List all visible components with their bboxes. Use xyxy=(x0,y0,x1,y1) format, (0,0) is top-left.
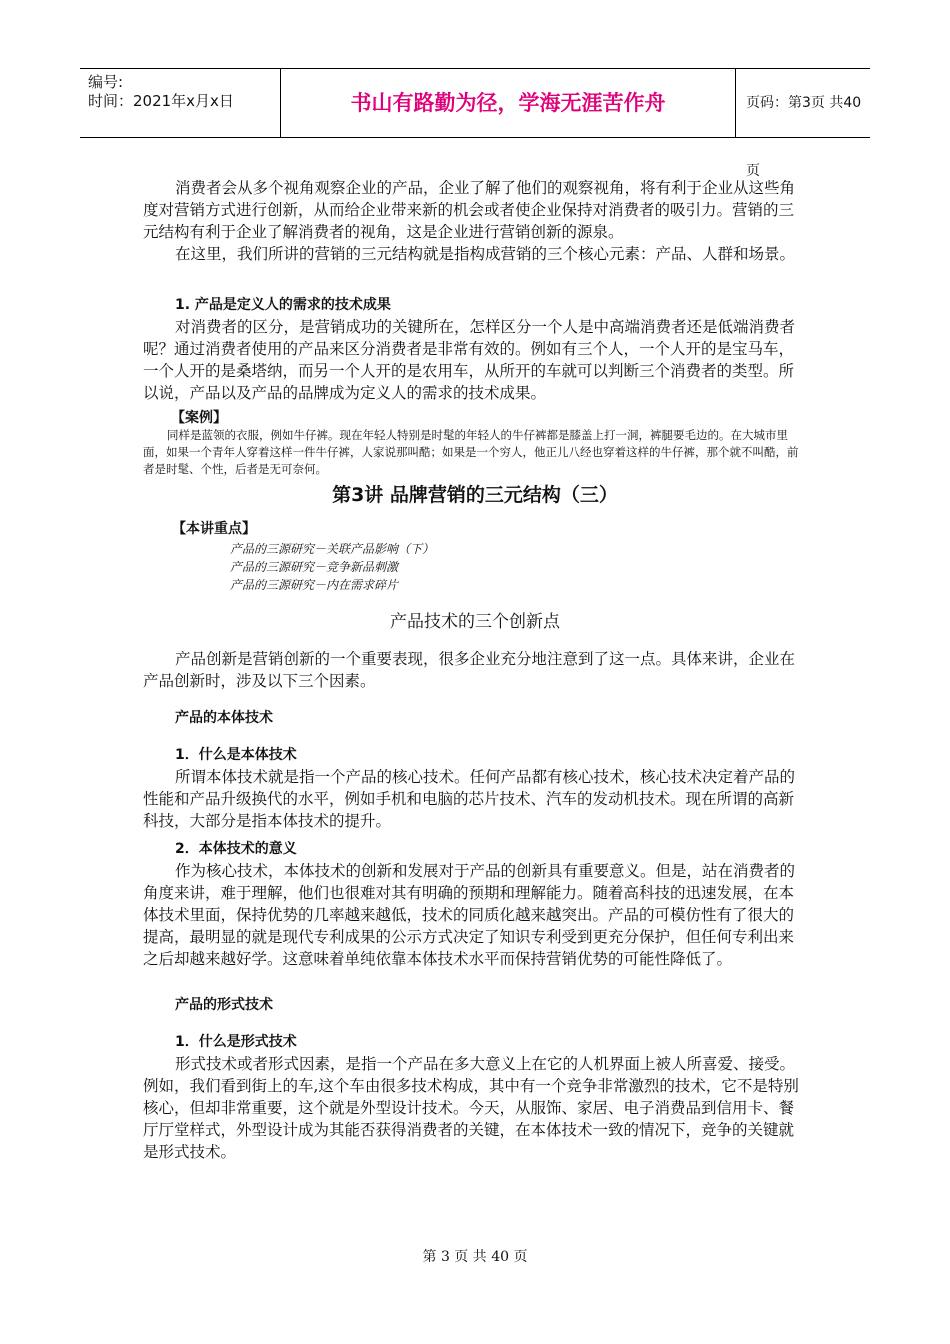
case-block xyxy=(143,409,808,478)
form-tech-q1: 1．什么是形式技术 xyxy=(175,1034,297,1050)
lecture-focus-label: 【本讲重点】 xyxy=(172,521,256,537)
case-text: 同样是蓝领的衣服，例如牛仔裤。现在年轻人特别是时髦的年轻人的牛仔裤都是膝盖上打一洞，裤腿要毛边的。在大城市里面，如果一个青年人穿着这样一件牛仔裤，人家说那叫酷；如果是一个穷人，他正儿八经也穿着这样的牛仔裤，那个就不叫酷，前者是时髦、个性，后者是无可奈何。 xyxy=(143,428,799,476)
section-1-paragraph: 对消费者的区分，是营销成功的关键所在，怎样区分一个人是中高端消费者还是低端消费者呢？通过消费者使用的产品来区分消费者是非常有效的。例如有三个人，一个人开的是宝马车，一个人开的是桑塔纳，而另一个人开的是农用车，从所开的车就可以判断三个消费者的类型。所以说，产品以及产品的品牌成为定义人的需求的技术成果。 xyxy=(143,318,796,402)
core-tech-block-2 xyxy=(143,838,808,970)
core-tech-paragraph-2: 作为核心技术，本体技术的创新和发展对于产品的创新具有重要意义。但是，站在消费者的角度来讲，难于理解，他们也很难对其有明确的预期和理解能力。随着高科技的迅速发展，在本体技术里面，保持优势的几率越来越低，技术的同质化越来越突出。产品的可模仿性有了很大的提高，最明显的就是现代专利成果的公示方式决定了知识专利受到更充分保护，但任何专利出来之后却越来越好学。这意味着单纯依靠本体技术水平而保持营销优势的可能性降低了。 xyxy=(143,862,796,968)
case-label: 【案例】 xyxy=(171,410,227,426)
intro-paragraph-2: 在这里，我们所讲的营销的三元结构就是指构成营销的三个核心元素：产品、人群和场景。 xyxy=(175,245,796,263)
page-footer: 第 3 页 共 40 页 xyxy=(422,1249,528,1265)
tech-intro-paragraph: 产品创新是营销创新的一个重要表现，很多企业充分地注意到了这一点。具体来讲，企业在产品创新时，涉及以下三个因素。 xyxy=(143,650,796,690)
time-label: 时间：2021年x月x日 xyxy=(88,92,234,110)
tech-section-title: 产品技术的三个创新点 xyxy=(390,612,560,632)
intro-block xyxy=(143,177,808,265)
focus-item: 产品的三源研究－关联产品影响（下） xyxy=(230,542,435,556)
section-1 xyxy=(143,294,808,404)
core-tech-q1: 1．什么是本体技术 xyxy=(175,747,297,763)
core-tech-block-1 xyxy=(143,744,808,832)
tech-intro-block xyxy=(143,648,808,692)
focus-item: 产品的三源研究－竞争新品刺激 xyxy=(230,560,399,574)
header-table xyxy=(80,68,870,179)
form-tech-block-1 xyxy=(143,1031,808,1163)
focus-item: 产品的三源研究－内在需求碎片 xyxy=(230,578,399,592)
lecture-focus-list xyxy=(230,540,434,594)
intro-paragraph-1: 消费者会从多个视角观察企业的产品，企业了解了他们的观察视角，将有利于企业从这些角度对营销方式进行创新，从而给企业带来新的机会或者使企业保持对消费者的吸引力。营销的三元结构有利于企业了解消费者的视角，这是企业进行营销创新的源泉。 xyxy=(143,179,796,241)
header-page-info: 页码：第3页 共40页 xyxy=(746,95,862,179)
header-motto: 书山有路勤为径，学海无涯苦作舟 xyxy=(281,69,736,137)
number-label: 编号: xyxy=(88,73,124,91)
core-tech-q2: 2．本体技术的意义 xyxy=(175,841,297,857)
form-tech-paragraph-1: 形式技术或者形式因素，是指一个产品在多大意义上在它的人机界面上被人所喜爱、接受。例如，我们看到街上的车,这个车由很多技术构成，其中有一个竞争非常激烈的技术，它不是特别核心，但却非常重要，这个就是外型设计技术。今天，从服饰、家居、电子消费品到信用卡、餐厅厅堂样式，外型设计成为其能否获得消费者的关键，在本体技术一致的情况下，竞争的关键就是形式技术。 xyxy=(143,1055,799,1161)
section-1-heading: 1. 产品是定义人的需求的技术成果 xyxy=(175,297,391,313)
form-tech-heading: 产品的形式技术 xyxy=(175,997,273,1013)
core-tech-heading: 产品的本体技术 xyxy=(175,710,273,726)
lecture-title: 第3讲 品牌营销的三元结构（三） xyxy=(332,484,618,506)
header-meta-cell xyxy=(80,69,281,137)
core-tech-paragraph-1: 所谓本体技术就是指一个产品的核心技术。任何产品都有核心技术，核心技术决定着产品的性能和产品升级换代的水平，例如手机和电脑的芯片技术、汽车的发动机技术。现在所谓的高新科技，大部分是指本体技术的提升。 xyxy=(143,768,796,830)
